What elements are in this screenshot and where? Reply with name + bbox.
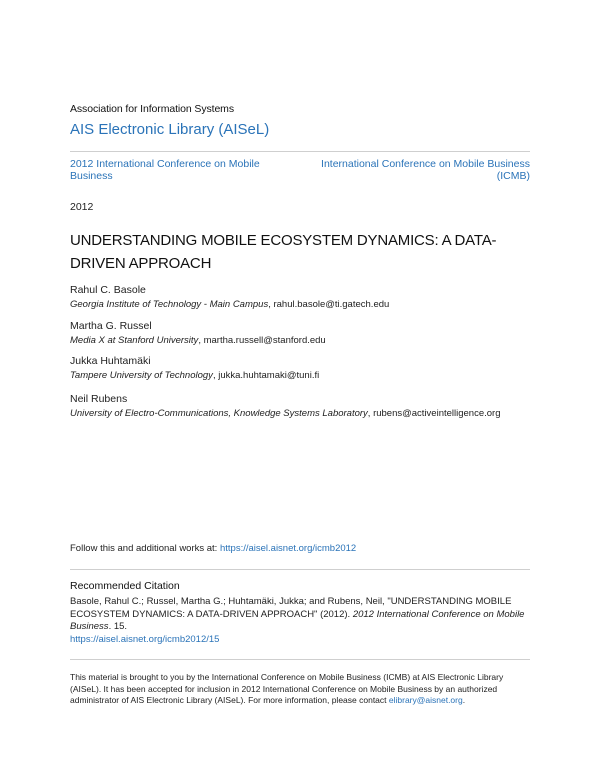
notice-text: This material is brought to you by the International Conference on Mobile Business (ICMB) at AIS Electronic Library (AISeL). It has been accepted for inclusion in 2012 International Conference on Mobile Business by an authorized administrator of AIS Electronic Library (AISeL). For more information, please contact [70,672,504,705]
citation-url-link[interactable]: https://aisel.aisnet.org/icmb2012/15 [70,633,220,645]
author-affiliation: Tampere University of Technology [70,370,213,381]
author-affiliation-line: Georgia Institute of Technology - Main Campus, rahul.basole@ti.gatech.edu [70,299,390,310]
divider [70,659,530,660]
collection-url-link[interactable]: https://aisel.aisnet.org/icmb2012 [219,543,357,554]
author-block [70,355,540,382]
author-email: jukka.huhtamaki@tuni.fi [218,370,320,381]
divider [70,569,530,570]
author-affiliation-line: Media X at Stanford University, martha.russell@stanford.edu [70,335,326,346]
author-affiliation-line: Tampere University of Technology, jukka.huhtamaki@tuni.fi [70,370,320,381]
author-email: martha.russell@stanford.edu [203,335,326,346]
library-title-link[interactable]: AIS Electronic Library (AISeL) [70,121,270,138]
author-block [70,284,540,311]
citation-end: . 15. [108,621,128,632]
author-name: Neil Rubens [70,393,128,405]
follow-line [70,543,356,554]
paper-title: UNDERSTANDING MOBILE ECOSYSTEM DYNAMICS: A DATA-DRIVEN APPROACH [70,232,497,272]
conference-collection-link[interactable]: International Conference on Mobile Business (ICMB) [321,158,530,182]
author-affiliation: Georgia Institute of Technology - Main Campus [70,299,269,310]
citation-source: 2012 International Conference on Mobile Business [70,608,525,632]
publication-year: 2012 [70,201,94,213]
author-affiliation: Media X at Stanford University [70,335,199,346]
author-block [70,393,540,420]
follow-text: Follow this and additional works at: [70,543,220,554]
author-name: Rahul C. Basole [70,284,146,296]
author-affiliation-line: University of Electro-Communications, Knowledge Systems Laboratory, rubens@activeintelligence.org [70,408,501,419]
recommended-citation-heading: Recommended Citation [70,580,180,592]
organization-name: Association for Information Systems [70,103,234,115]
author-name: Jukka Huhtamäki [70,355,151,367]
author-email: rubens@activeintelligence.org [373,408,501,419]
conference-series-link[interactable]: 2012 International Conference on Mobile Business [70,158,260,182]
author-affiliation: University of Electro-Communications, Knowledge Systems Laboratory [70,408,368,419]
divider [70,151,530,152]
copyright-notice [70,672,530,707]
author-block [70,320,540,347]
author-email: rahul.basole@ti.gatech.edu [273,299,390,310]
contact-email-link[interactable]: elibrary@aisnet.org [388,695,463,705]
notice-end: . [462,695,466,705]
author-name: Martha G. Russel [70,320,152,332]
citation-body: Basole, Rahul C.; Russel, Martha G.; Huhtamäki, Jukka; and Rubens, Neil, "UNDERSTANDING MOBILE ECOSYSTEM DYNAMICS: A DATA-DRIVEN APPROACH" (2012). [70,596,512,620]
citation-text [70,596,530,646]
